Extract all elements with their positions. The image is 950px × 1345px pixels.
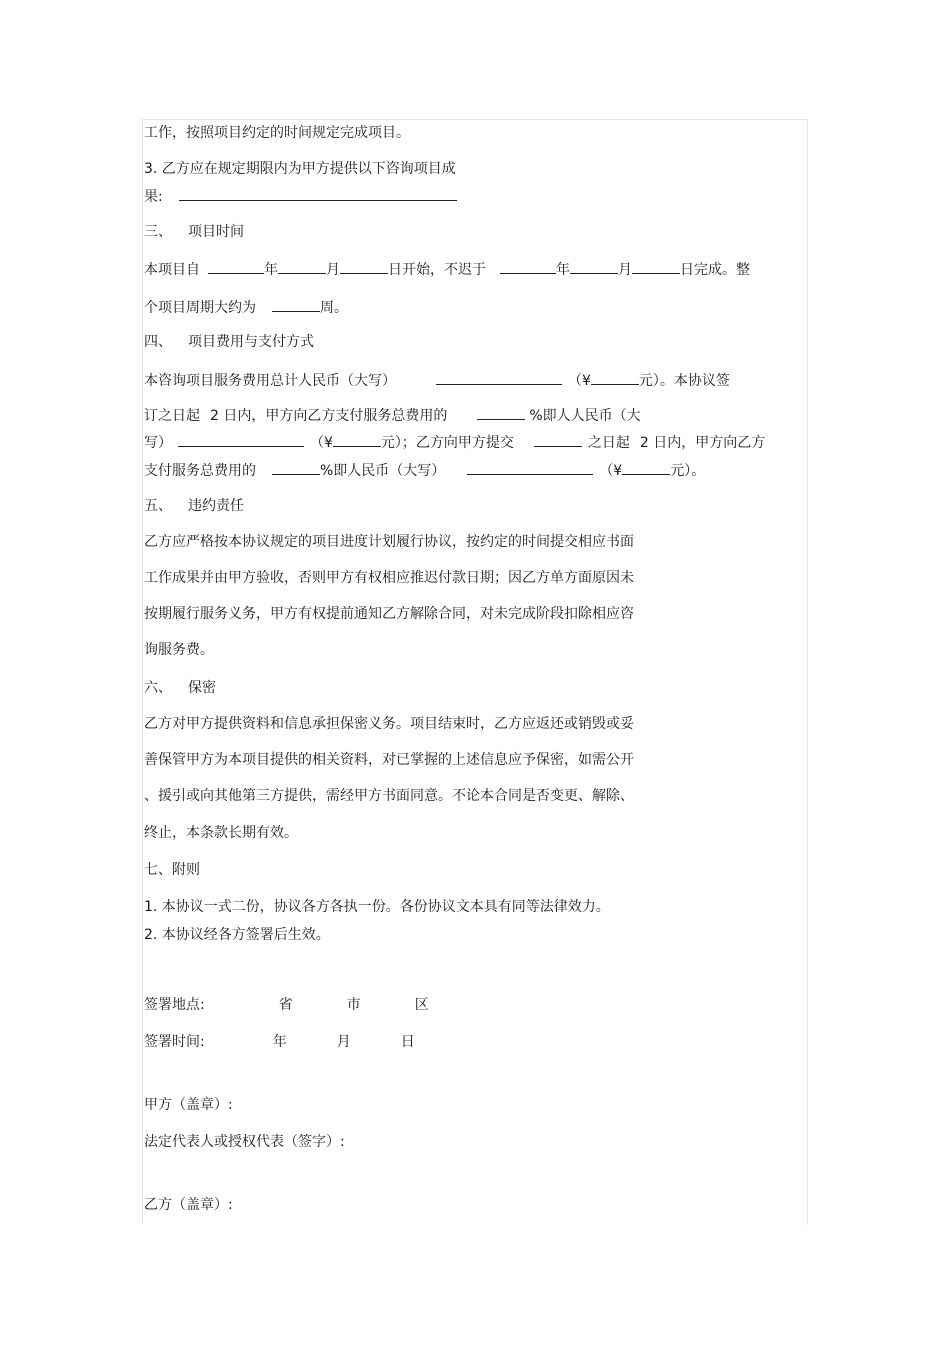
text: 订之日起 [144,408,200,424]
fee-line-2 [144,405,641,425]
project-time-line [144,259,750,279]
second-pay-amount-blank[interactable] [622,460,670,475]
clause-item-3: 3. 乙方应在规定期限内为甲方提供以下咨询项目成 [144,161,456,177]
start-month-blank[interactable] [278,259,326,274]
total-fee-amount-blank[interactable] [591,370,639,385]
section-title: 项目时间 [188,224,244,240]
deliverable-name-blank[interactable] [534,432,582,447]
appendix-item-2: 2. 本协议经各方签署后生效。 [144,927,330,943]
paragraph-line: 乙方对甲方提供资料和信息承担保密义务。项目结束时，乙方应返还或销毁或妥 [144,716,634,732]
text: 元）。本协议签 [638,373,730,389]
text: 2 日内，甲方向乙方支付服务总费用的 [210,408,448,424]
text: 年 [272,1034,287,1050]
deliverable-blank[interactable] [179,186,457,201]
page-frame [142,119,808,1225]
weeks-blank[interactable] [272,297,320,312]
project-period-line [144,297,348,317]
text: 周。 [320,300,348,316]
second-pay-percent-blank[interactable] [272,460,320,475]
first-pay-words-blank[interactable] [178,432,304,447]
deliverable-line [144,186,457,206]
legal-representative-signature: 法定代表人或授权代表（签字）: [144,1134,345,1150]
signing-date-line [144,1033,415,1051]
first-pay-percent-blank[interactable] [477,405,525,420]
text: （¥ [310,435,333,451]
text: 本咨询项目服务费用总计人民币（大写） [144,373,396,389]
text: 之日起 [587,435,630,451]
text: 元）。 [670,463,706,479]
text: 2 日内，甲方向乙方 [639,435,766,451]
text: 区 [414,997,429,1013]
paragraph-line: 工作成果并由甲方验收，否则甲方有权相应推迟付款日期；因乙方单方面原因未 [144,570,634,586]
party-b-seal: 乙方（盖章）: [144,1197,233,1213]
paragraph-line: 终止，本条款长期有效。 [144,825,298,841]
fee-line-3 [144,432,765,452]
section-number: 三、 [144,224,172,240]
section-6-heading [144,679,216,697]
deliverable-label: 果: [144,189,163,205]
paragraph-line: 询服务费。 [144,642,214,658]
text: 市 [346,997,361,1013]
end-day-blank[interactable] [632,259,680,274]
first-pay-amount-blank[interactable] [333,432,381,447]
section-number: 四、 [144,334,172,350]
start-day-blank[interactable] [340,259,388,274]
text: 本项目自 [144,262,200,278]
appendix-item-1: 1. 本协议一式二份，协议各方各执一份。各份协议文本具有同等法律效力。 [144,899,610,915]
total-fee-words-blank[interactable] [436,370,562,385]
section-7-heading: 七、附则 [144,862,200,878]
text: 年 [556,262,570,278]
section-3-heading [144,223,244,241]
signing-place-label: 签署地点: [144,997,205,1013]
start-year-blank[interactable] [208,259,264,274]
section-5-heading [144,497,244,515]
paragraph-line: 善保管甲方为本项目提供的相关资料，对已掌握的上述信息应予保密，如需公开 [144,752,634,768]
text: 元）；乙方向甲方提交 [380,435,514,451]
section-4-heading [144,333,314,351]
text: 年 [264,262,278,278]
fee-line-1 [144,370,730,390]
section-title: 保密 [188,680,216,696]
text: 日 [400,1034,415,1050]
text: 写） [144,435,172,451]
text: 支付服务总费用的 [144,463,256,479]
text: 月 [326,262,340,278]
text: 月 [336,1034,351,1050]
paragraph-line: 、援引或向其他第三方提供，需经甲方书面同意。不论本合同是否变更、解除、 [144,788,634,804]
paragraph-line: 按期履行服务义务，甲方有权提前通知乙方解除合同，对未完成阶段扣除相应咨 [144,606,634,622]
section-title: 项目费用与支付方式 [188,334,314,350]
section-number: 五、 [144,498,172,514]
fee-line-4 [144,460,705,480]
signing-date-label: 签署时间: [144,1034,205,1050]
text: （¥ [599,463,623,479]
party-a-seal: 甲方（盖章）: [144,1097,233,1113]
clause-line: 工作，按照项目约定的时间规定完成项目。 [144,125,410,141]
text: %即人人民币（大 [529,408,641,424]
text: 月 [618,262,632,278]
section-number: 六、 [144,680,172,696]
section-title: 违约责任 [188,498,244,514]
end-month-blank[interactable] [570,259,618,274]
text: %即人民币（大写） [320,463,446,479]
text: 省 [278,997,293,1013]
end-year-blank[interactable] [500,259,556,274]
text: 个项目周期大约为 [144,300,256,316]
paragraph-line: 乙方应严格按本协议规定的项目进度计划履行协议，按约定的时间提交相应书面 [144,534,634,550]
text: 日开始，不迟于 [388,262,486,278]
signing-place-line [144,996,429,1014]
text: 日完成。整 [680,262,750,278]
text: （¥ [568,373,591,389]
second-pay-words-blank[interactable] [467,460,593,475]
